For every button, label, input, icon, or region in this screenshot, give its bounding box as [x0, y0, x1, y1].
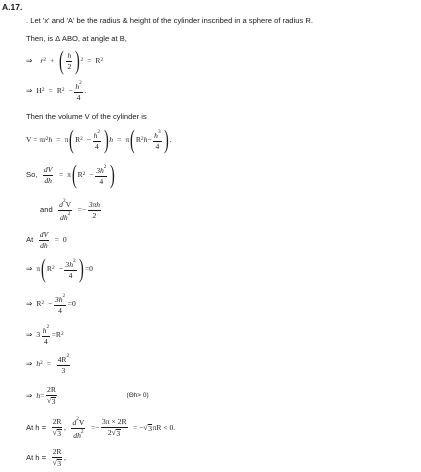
- equation-pythagoras: ⇒ r 2 + ( $\frac{h}{2}$ ) 2 = R 2: [26, 46, 104, 75]
- equation-h-solution: ⇒ h = 2R √ 3 (Θh> 0): [26, 385, 149, 406]
- equation-h-squared: ⇒ H 2 = R 2 − $\frac{h^2}{4}$ .: [26, 79, 87, 102]
- equation-rearranged: ⇒ 3 $\frac{h^2}{4}$ = R 2: [26, 323, 64, 346]
- problem-number: A.17.: [2, 2, 23, 12]
- fraction: $\frac{h}{2}$: [67, 50, 72, 71]
- volume-text: Then the volume V of the cylinder is: [26, 112, 147, 121]
- positivity-condition: (Θh> 0): [126, 391, 149, 399]
- equation-volume: V = πr 2 h = π ( R 2 − $\frac{h^2}{4}$ ) h = π ( R 2 h − $\frac{h^3}{4}$ ) .: [26, 125, 172, 154]
- equation-second-derivative: and $\frac{d^2V}{dh^2}$ = − $\frac{3\pi h}{2}$: [40, 197, 101, 222]
- implies-symbol: ⇒: [26, 56, 33, 66]
- equation-first-derivative: So, $\frac{dV}{dh}$ = π ( R 2 − $\frac{3h^2}{4}$ ): [26, 160, 115, 189]
- equation-second-derivative-check: At h = 2R √ 3 , $\frac{d^2V}{dh^2}$ = − 3π × 2R 2 √ 3 = − √ 3 πR < 0.: [26, 415, 176, 440]
- equation-critical-condition: At $\frac{dV}{dh}$ = 0: [26, 229, 67, 250]
- equation-final: At h = 2R √ 3 ,: [26, 447, 66, 468]
- fraction: $\frac{h^2}{4}$: [75, 79, 82, 102]
- intro-line-1: . Let 'x' and 'A' be the radius & height of the cylinder inscribed in a sphere of radius R.: [26, 16, 313, 25]
- intro-line-2: Then, is Δ ABO, at angle at B,: [26, 34, 127, 43]
- equation-h-squared-solution: ⇒ h 2 = $\frac{4R^2}{3}$: [26, 352, 70, 375]
- equation-set-zero: ⇒ π ( R 2 − $\frac{3h^2}{4}$ ) = 0: [26, 254, 93, 283]
- equation-simplified: ⇒ R 2 − $\frac{3h^2}{4}$ = 0: [26, 292, 76, 315]
